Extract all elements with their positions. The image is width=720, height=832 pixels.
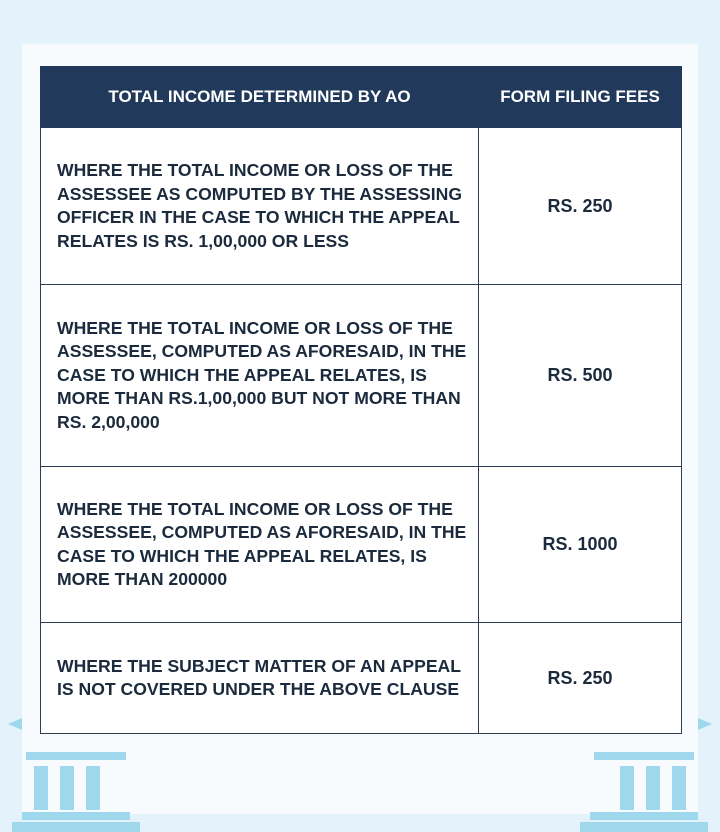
table-row [41,128,682,285]
filing-fee: RS. 250 [479,128,682,285]
filing-fee: RS. 250 [479,623,682,734]
income-condition: WHERE THE TOTAL INCOME OR LOSS OF THE ASSESSEE, COMPUTED AS AFORESAID, IN THE CASE TO WHICH THE APPEAL RELATES, IS MORE THAN 200000 [41,467,479,623]
income-condition: WHERE THE TOTAL INCOME OR LOSS OF THE ASSESSEE AS COMPUTED BY THE ASSESSING OFFICER IN THE CASE TO WHICH THE APPEAL RELATES IS RS. 1,00,000 OR LESS [41,128,479,285]
filing-fee: RS. 1000 [479,467,682,623]
header-form-filing-fees: FORM FILING FEES [479,67,682,128]
income-condition: WHERE THE TOTAL INCOME OR LOSS OF THE ASSESSEE, COMPUTED AS AFORESAID, IN THE CASE TO WHICH THE APPEAL RELATES, IS MORE THAN RS.1,00,000 BUT NOT MORE THAN RS. 2,00,000 [41,285,479,467]
table-header-row [41,67,682,128]
pillar-icon [0,712,150,832]
pillar-icon [570,712,720,832]
income-condition: WHERE THE SUBJECT MATTER OF AN APPEAL IS NOT COVERED UNDER THE ABOVE CLAUSE [41,623,479,734]
fee-table [40,66,682,734]
filing-fee: RS. 500 [479,285,682,467]
table-row [41,285,682,467]
table-row [41,467,682,623]
header-total-income: TOTAL INCOME DETERMINED BY AO [41,67,479,128]
